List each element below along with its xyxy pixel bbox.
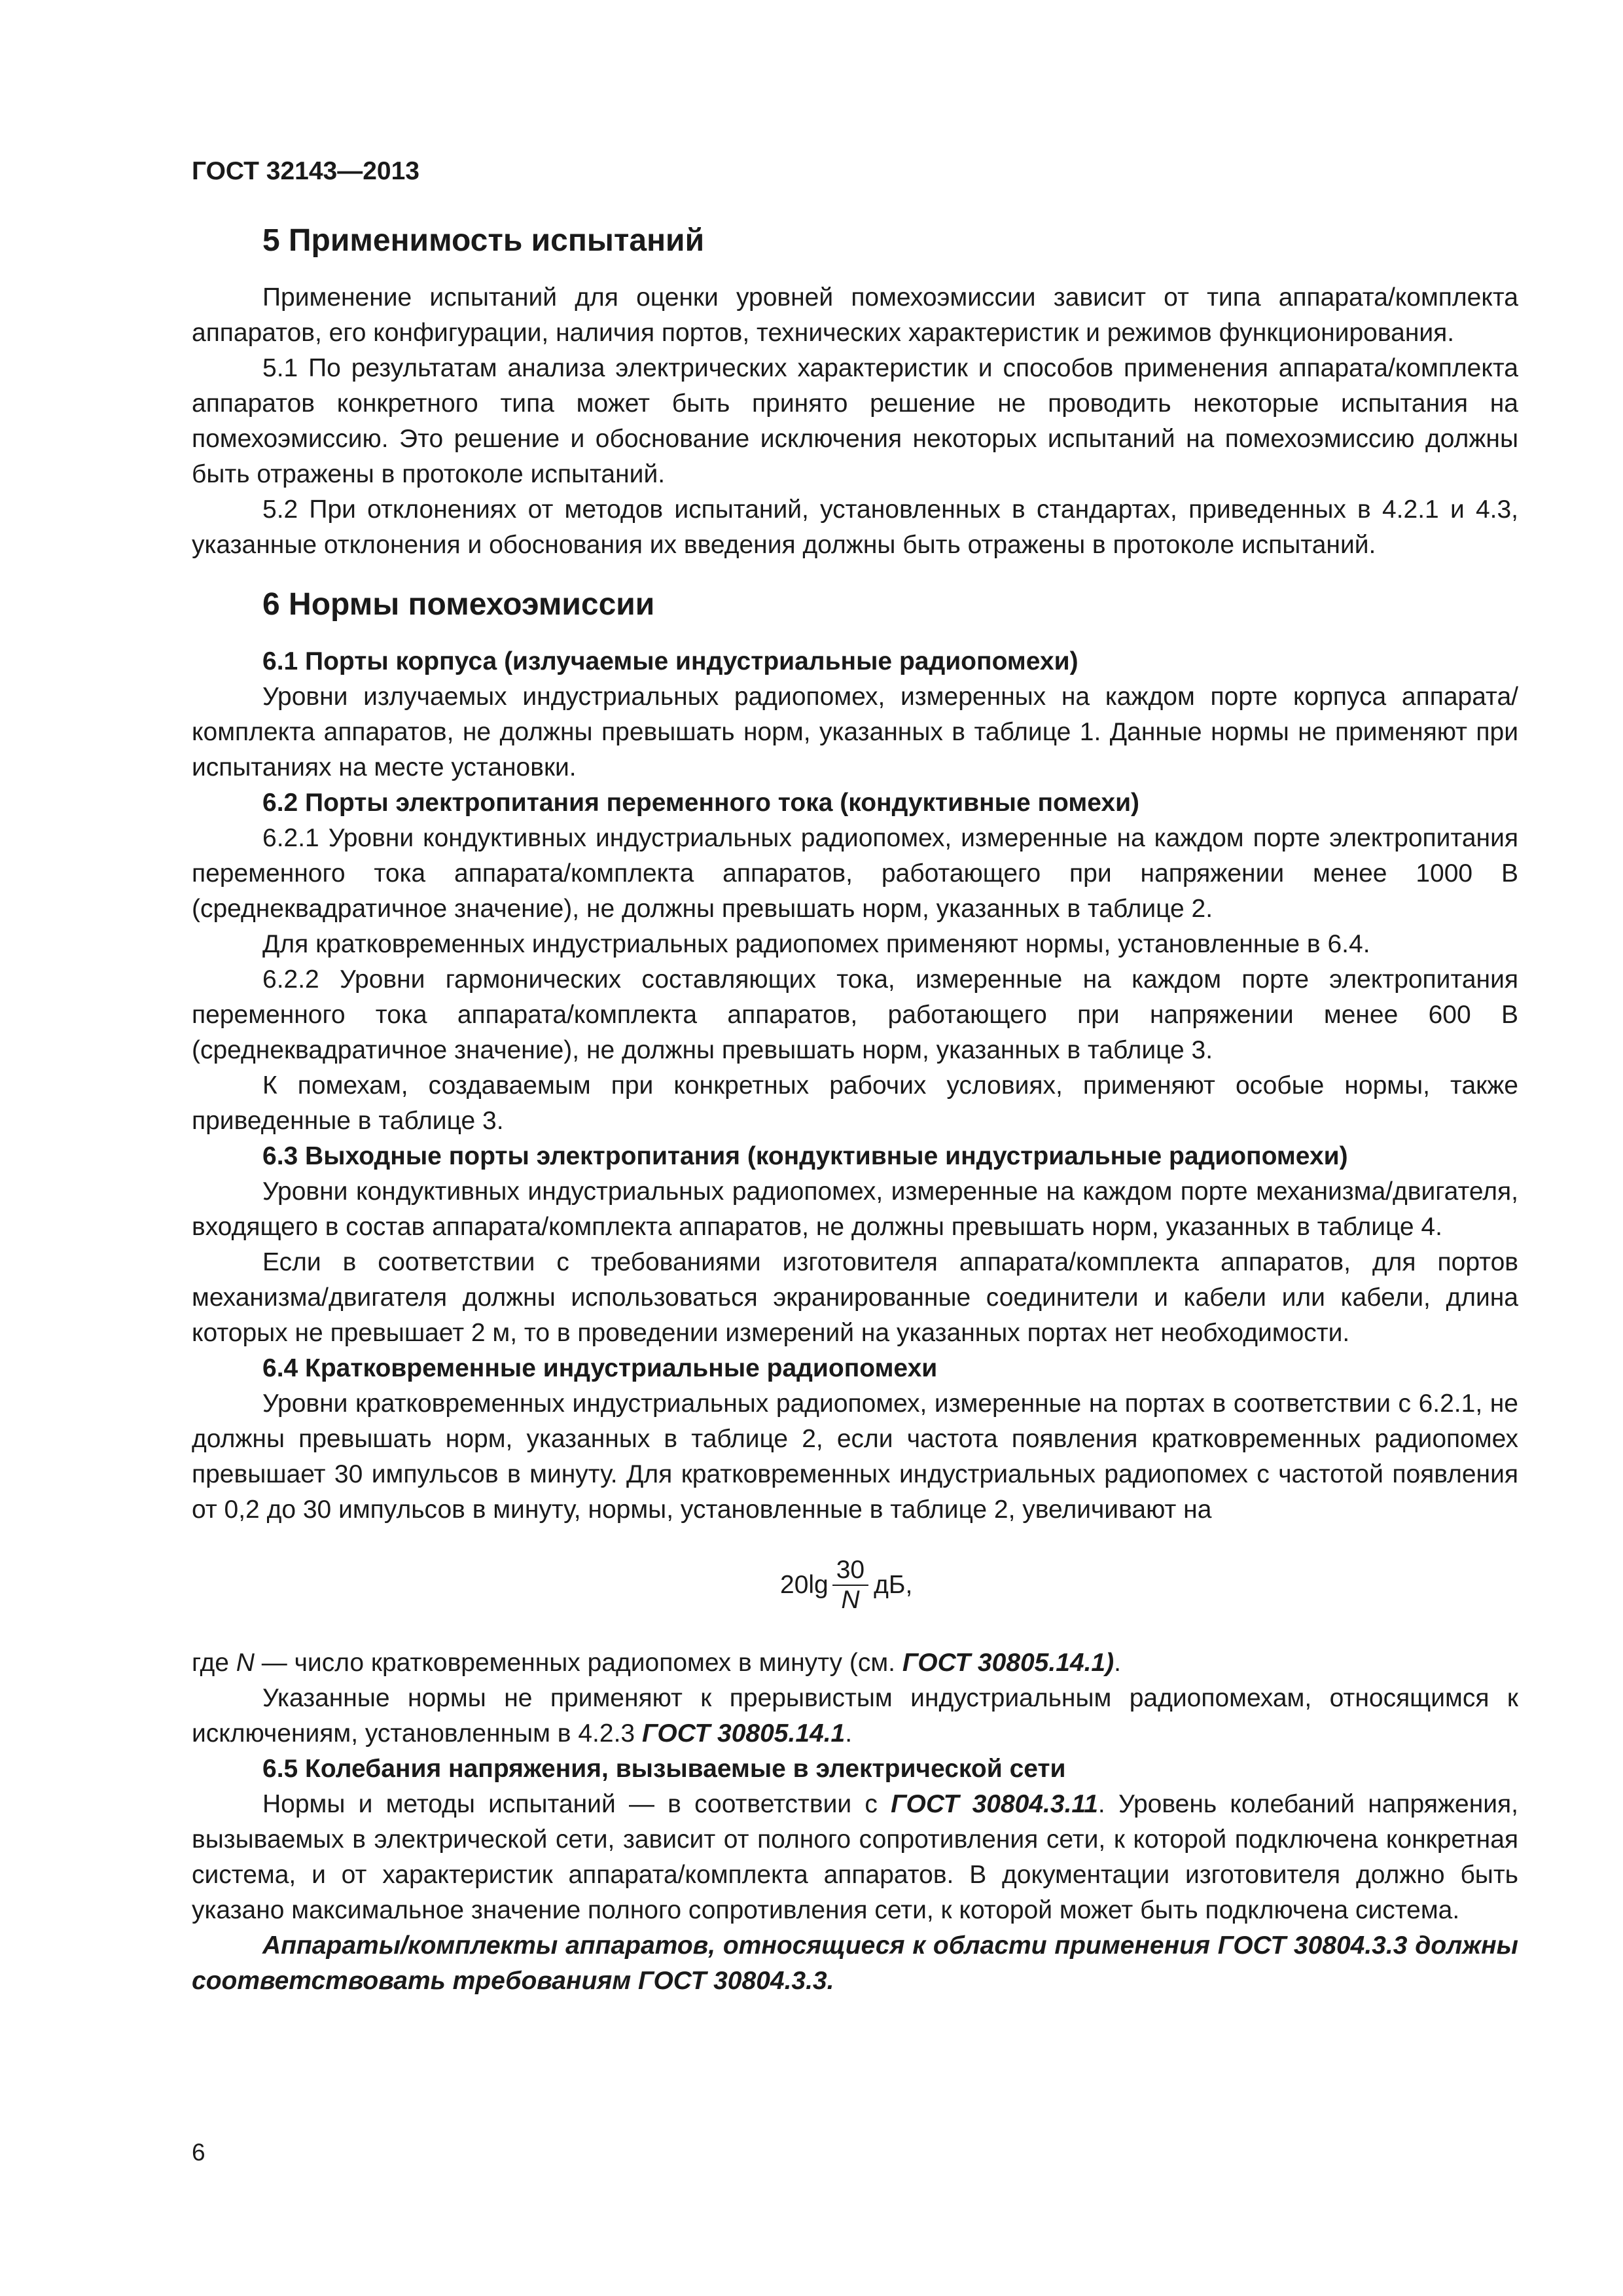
formula-block — [192, 1539, 1518, 1639]
where-variable: N — [236, 1649, 255, 1677]
clause-5-2-paragraph: 5.2 При отклонениях от методов испытаний, установленных в стандартах, приведенных в 4.2.1 и 4.3, указанные отклонения и обоснования их введения должны быть отражены в протоколе испытаний. — [192, 495, 1518, 559]
subsection-6-5-paragraph-2: Аппараты/комплекты аппаратов, относящиеся к области применения ГОСТ 30804.3.3 должны соответствовать требованиям ГОСТ 30804.3.3. — [192, 1931, 1518, 1995]
subsection-6-2-paragraph-2: Для кратковременных индустриальных радиопомех применяют нормы, установленные в 6.4. — [262, 930, 1370, 958]
formula — [780, 1539, 912, 1631]
where-text-2: — число кратковременных радиопомех в минуту (см. — [254, 1649, 902, 1677]
subsection-6-2-paragraph-4: К помехам, создаваемым при конкретных рабочих условиях, применяют особые нормы, также приведенные в таблице 3. — [192, 1071, 1518, 1135]
p2-text-2: . — [845, 1719, 853, 1748]
page-number: 6 — [192, 2139, 205, 2166]
subsection-6-3-paragraph-2: Если в соответствии с требованиями изготовителя аппарата/комплекта аппаратов, для портов механизма/двигателя должны использоваться экранированные соединители и кабели или кабели, длина которых не превышает 2 м, то в проведении измерений на указанных портах нет необходимости. — [192, 1248, 1518, 1347]
subsection-6-5-title: 6.5 Колебания напряжения, вызываемые в электрической сети — [262, 1755, 1066, 1783]
p2-text-1: Указанные нормы не применяют к прерывистым индустриальным радиопомехам, относящимся к исключениям, установленным в 4.2.3 — [192, 1684, 1518, 1748]
subsection-6-3-title: 6.3 Выходные порты электропитания (кондуктивные индустриальные радиопомехи) — [262, 1142, 1348, 1170]
p1-text-2: . Уровень колебаний напряжения, вызываемых в электрической сети, зависит от полного сопротивления сети, к которой подключена конкретная система, и от характеристик аппарата/комплекта аппаратов. В документации изготовителя должно быть указано максимальное значение полного сопротивления сети, к которой может быть подключена система. — [192, 1790, 1518, 1924]
formula-numerator: 30 — [832, 1556, 868, 1586]
where-reference: ГОСТ 30805.14.1) — [902, 1649, 1115, 1677]
subsection-6-2-title: 6.2 Порты электропитания переменного тока (кондуктивные помехи) — [262, 789, 1140, 817]
where-text-3: . — [1114, 1649, 1121, 1677]
section-5-title: 5 Применимость испытаний — [262, 223, 705, 258]
where-text-1: где — [192, 1649, 236, 1677]
formula-prefix: 20lg — [780, 1571, 829, 1599]
subsection-6-4-paragraph-1: Уровни кратковременных индустриальных радиопомех, измеренные на портах в соответствии с 6.2.1, не должны превышать норм, указанных в таблице 2, если частота появления кратковременных радиопомех превышает 30 импульсов в минуту. Для кратковременных индустриальных радиопомех с частотой появления от 0,2 до 30 импульсов в минуту, нормы, установленные в таблице 2, увеличивают на — [192, 1390, 1518, 1524]
p1-reference: ГОСТ 30804.3.11 — [891, 1790, 1098, 1818]
subsection-6-3-paragraph-1: Уровни кондуктивных индустриальных радиопомех, измеренные на каждом порте механизма/двигателя, входящего в состав аппарата/комплекта аппаратов, не должны превышать норм, указанных в таблице 4. — [192, 1177, 1518, 1241]
subsection-6-4-paragraph-2 — [192, 1681, 1518, 1751]
subsection-6-1-title: 6.1 Порты корпуса (излучаемые индустриальные радиопомехи) — [262, 647, 1079, 675]
formula-where-paragraph — [192, 1645, 1518, 1681]
section-5-intro-paragraph: Применение испытаний для оценки уровней помехоэмиссии зависит от типа аппарата/комплекта аппаратов, его конфигурации, наличия портов, технических характеристик и режимов функционирования. — [192, 283, 1518, 347]
subsection-6-5-paragraph-1 — [192, 1787, 1518, 1928]
document-page — [192, 156, 1518, 1999]
subsection-6-1-paragraph: Уровни излучаемых индустриальных радиопомех, измеренных на каждом порте корпуса аппарата/комплекта аппаратов, не должны превышать норм, указанных в таблице 1. Данные нормы не применяют при испытаниях на месте установки. — [192, 683, 1518, 781]
formula-fraction — [832, 1556, 868, 1615]
clause-5-1-paragraph: 5.1 По результатам анализа электрических характеристик и способов применения аппарата/комплекта аппаратов конкретного типа может быть принято решение не проводить некоторые испытания на помехоэмиссию. Это решение и обоснование исключения некоторых испытаний на помехоэмиссию должны быть отражены в протоколе испытаний. — [192, 354, 1518, 488]
p1-text-1: Нормы и методы испытаний — в соответствии с — [262, 1790, 891, 1818]
document-header: ГОСТ 32143—2013 — [192, 157, 419, 185]
p2-reference: ГОСТ 30805.14.1 — [641, 1719, 846, 1748]
formula-suffix: дБ, — [874, 1571, 913, 1599]
section-6-title: 6 Нормы помехоэмиссии — [262, 587, 655, 622]
clause-6-2-2-paragraph: 6.2.2 Уровни гармонических составляющих тока, измеренные на каждом порте электропитания переменного тока аппарата/комплекта аппаратов, работающего при напряжении менее 600 В (среднеквадратичное значение), не должны превышать норм, указанных в таблице 3. — [192, 965, 1518, 1064]
formula-denominator: N — [841, 1586, 860, 1614]
subsection-6-4-title: 6.4 Кратковременные индустриальные радиопомехи — [262, 1354, 938, 1382]
clause-6-2-1-paragraph: 6.2.1 Уровни кондуктивных индустриальных радиопомех, измеренные на каждом порте электропитания переменного тока аппарата/комплекта аппаратов, работающего при напряжении менее 1000 В (среднеквадратичное значение), не должны превышать норм, указанных в таблице 2. — [192, 824, 1518, 923]
